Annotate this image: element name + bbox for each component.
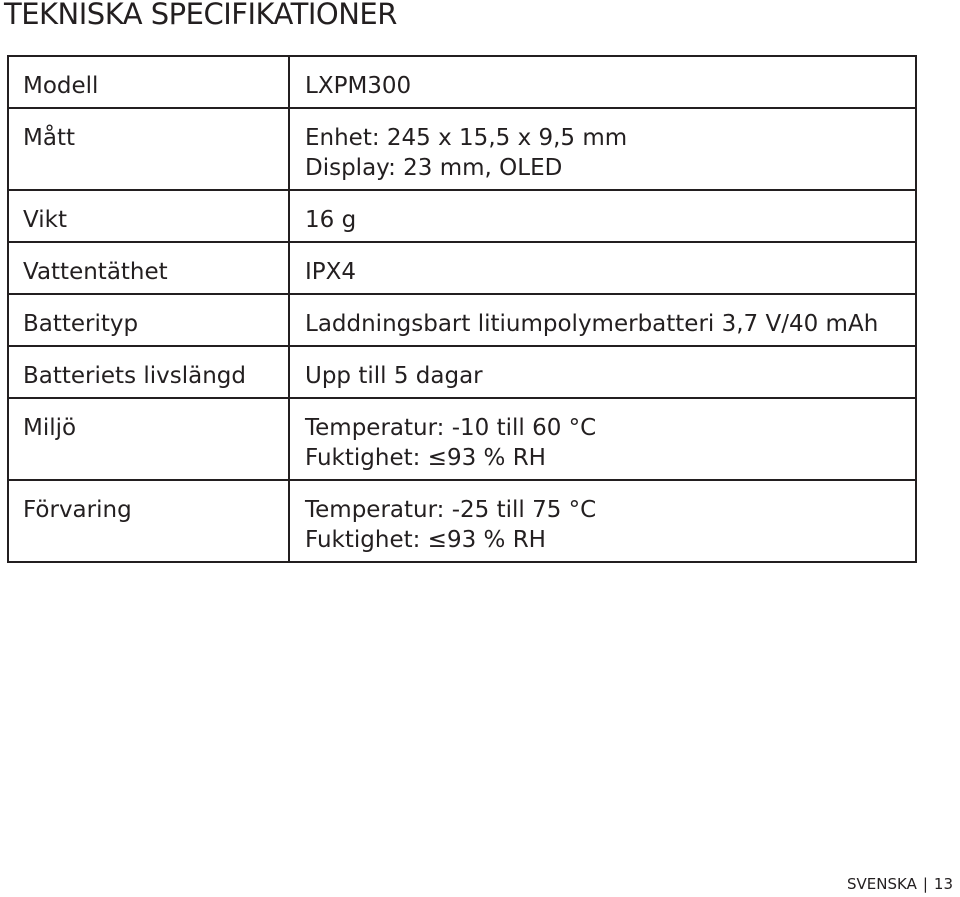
table-row (8, 56, 916, 108)
table-row (8, 398, 916, 480)
spec-value-line: Temperatur: -10 till 60 °C (305, 415, 597, 441)
footer-page-number: 13 (933, 875, 953, 893)
spec-label-miljo: Miljö (8, 398, 289, 480)
footer-language: SVENSKA (847, 875, 917, 893)
page-title: TEKNISKA SPECIFIKATIONER (4, 0, 397, 31)
spec-value-line: Fuktighet: ≤93 % RH (305, 445, 546, 471)
spec-table (7, 55, 917, 563)
spec-value-line: Fuktighet: ≤93 % RH (305, 527, 546, 553)
spec-value-vikt (289, 190, 916, 242)
spec-value-line: Laddningsbart litiumpolymerbatteri 3,7 V/40 mAh (305, 311, 879, 337)
spec-value-line: Upp till 5 dagar (305, 363, 483, 389)
spec-label-batterityp: Batterityp (8, 294, 289, 346)
spec-value-matt (289, 108, 916, 190)
spec-value-batterityp (289, 294, 916, 346)
spec-value-line: LXPM300 (305, 73, 412, 99)
spec-label-modell: Modell (8, 56, 289, 108)
spec-value-batteriets-livslangd (289, 346, 916, 398)
table-row (8, 242, 916, 294)
spec-label-vattentathet: Vattentäthet (8, 242, 289, 294)
spec-label-forvaring: Förvaring (8, 480, 289, 562)
spec-value-vattentathet (289, 242, 916, 294)
spec-value-line: Enhet: 245 x 15,5 x 9,5 mm (305, 125, 628, 151)
footer-separator: | (922, 875, 928, 893)
spec-value-line: 16 g (305, 207, 357, 233)
spec-value-modell (289, 56, 916, 108)
table-row (8, 108, 916, 190)
table-row (8, 294, 916, 346)
spec-value-line: Temperatur: -25 till 75 °C (305, 497, 597, 523)
spec-label-batteriets-livslangd: Batteriets livslängd (8, 346, 289, 398)
page-footer (847, 875, 953, 893)
spec-value-line: IPX4 (305, 259, 357, 285)
spec-value-miljo (289, 398, 916, 480)
table-row (8, 190, 916, 242)
spec-value-forvaring (289, 480, 916, 562)
spec-label-matt: Mått (8, 108, 289, 190)
table-row (8, 480, 916, 562)
spec-value-line: Display: 23 mm, OLED (305, 155, 563, 181)
spec-label-vikt: Vikt (8, 190, 289, 242)
table-row (8, 346, 916, 398)
